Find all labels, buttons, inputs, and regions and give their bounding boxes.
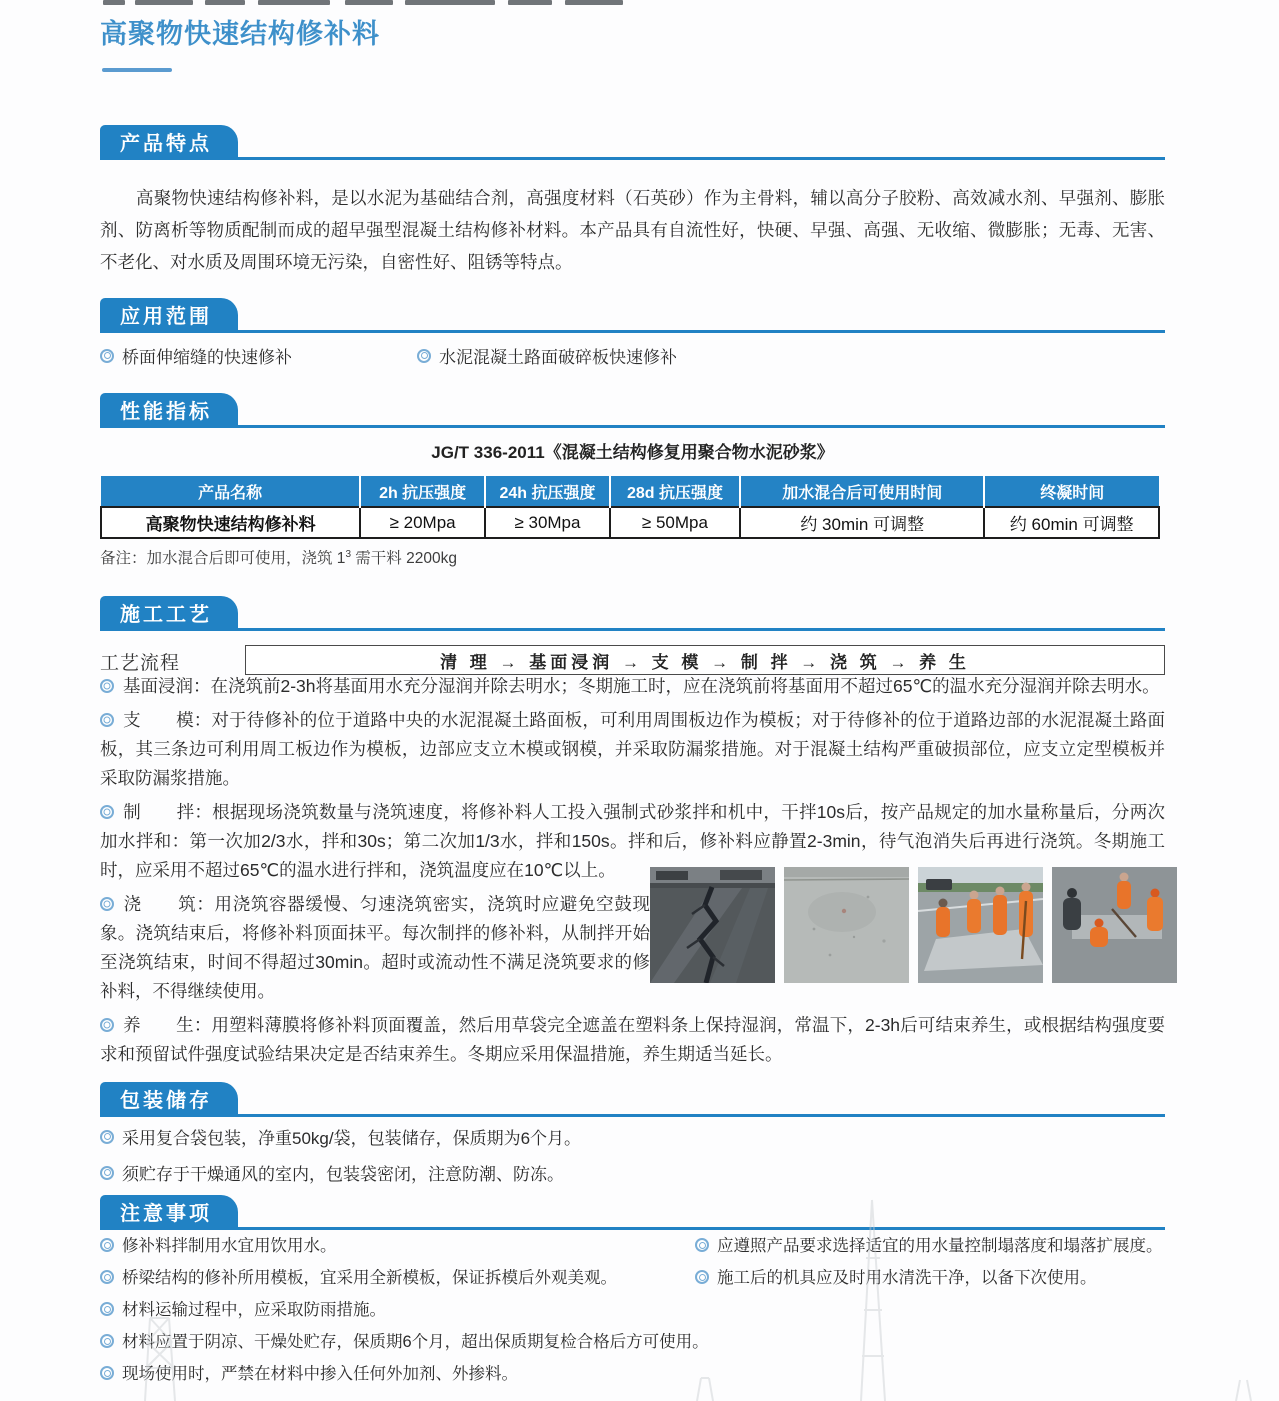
note-item-label: 材料运输过程中，应采取防雨措施。 — [122, 1301, 386, 1319]
section-tab-label: 应用范围 — [120, 305, 212, 328]
table-header-cell: 产品名称 — [101, 476, 360, 507]
process-flow-row — [100, 645, 1165, 675]
application-item-label: 水泥混凝土路面破碎板快速修补 — [439, 348, 677, 367]
ring-bullet-icon — [695, 1238, 709, 1252]
table-header-cell: 加水混合后可使用时间 — [740, 476, 984, 507]
note-item-label: 现场使用时，严禁在材料中掺入任何外加剂、外掺料。 — [122, 1365, 518, 1383]
step-text: 基面浸润：在浇筑前2-3h将基面用水充分湿润并除去明水；冬期施工时，应在浇筑前将基面用不超过65℃的温水充分湿润并除去明水。 — [123, 676, 1160, 696]
step-paragraph — [100, 706, 1165, 793]
note-item-label: 桥梁结构的修补所用模板，宜采用全新模板，保证拆模后外观美观。 — [122, 1269, 617, 1287]
page-title: 高聚物快速结构修补料 — [100, 19, 380, 49]
list-item — [100, 1124, 581, 1149]
section-tab-label: 包装储存 — [120, 1089, 212, 1112]
process-flow-label: 工艺流程 — [100, 653, 181, 674]
ring-bullet-icon — [100, 805, 114, 819]
footnote-text: 备注：加水混合后即可使用，浇筑 1 — [100, 550, 346, 567]
section-tab-label: 产品特点 — [120, 132, 212, 155]
ring-bullet-icon — [100, 713, 114, 727]
section-tab-construction — [100, 596, 238, 628]
concrete-surface-photo — [784, 867, 909, 983]
section-header-application — [100, 299, 1165, 333]
step-paragraph — [100, 1011, 1165, 1069]
section-tab-notes — [100, 1195, 238, 1227]
concrete-patching-workers-photo — [1052, 867, 1177, 983]
table-header-cell: 2h 抗压强度 — [360, 476, 485, 507]
ring-bullet-icon — [100, 897, 114, 911]
ring-bullet-icon — [417, 349, 431, 363]
step-text: 养 生：用塑料薄膜将修补料顶面覆盖，然后用草袋完全遮盖在塑料条上保持湿润，常温下，2-3h后可结束养生，或根据结构强度要求和预留试件强度试验结果决定是否结束养生。冬期应采用保温措施，养生期适当延长。 — [100, 1015, 1165, 1064]
section-tab-label: 注意事项 — [120, 1202, 212, 1225]
step-text: 浇 筑：用浇筑容器缓慢、匀速浇筑密实，浇筑时应避免空鼓现象。浇筑结束后，将修补料顶面抹平。每次制拌的修补料，从制拌开始至浇筑结束，时间不得超过30min。超时或流动性不满足浇筑要求的修补料，不得继续使用。 — [100, 894, 650, 1001]
note-item-label: 施工后的机具应及时用水清洗干净，以备下次使用。 — [717, 1269, 1097, 1287]
list-item — [695, 1236, 1185, 1257]
table-cell: 约 60min 可调整 — [984, 507, 1159, 538]
list-item — [100, 1236, 760, 1257]
ring-bullet-icon — [695, 1270, 709, 1284]
list-item — [100, 1332, 760, 1353]
ring-bullet-icon — [100, 1366, 114, 1380]
ring-bullet-icon — [100, 1130, 114, 1144]
process-flow-box: 清 理 → 基面浸润 → 支 模 → 制 拌 → 浇 筑 → 养 生 — [245, 645, 1165, 675]
ring-bullet-icon — [100, 1302, 114, 1316]
list-item — [417, 343, 677, 368]
ring-bullet-icon — [100, 679, 114, 693]
section-header-notes — [100, 1196, 1165, 1230]
section-header-construction — [100, 597, 1165, 631]
construction-photos — [650, 867, 1177, 983]
section-tab-packaging — [100, 1082, 238, 1114]
section-tab-label: 性能指标 — [120, 400, 212, 423]
table-cell: ≥ 20Mpa — [360, 507, 485, 538]
packaging-item-label: 须贮存于干燥通风的室内，包装袋密闭，注意防潮、防冻。 — [122, 1165, 564, 1184]
table-cell: 高聚物快速结构修补料 — [101, 507, 360, 538]
step-text: 制 拌：根据现场浇筑数量与浇筑速度，将修补料人工投入强制式砂浆拌和机中，干拌10s后，按产品规定的加水量称量后，分两次加水拌和：第一次加2/3水，拌和30s；第二次加1/3水，拌和150s。拌和后，修补料应静置2-3min，待气泡消失后再进行浇筑。冬期施工时，应采用不超过65℃的温水进行拌和，浇筑温度应在10℃以上。 — [100, 802, 1165, 880]
road-repair-workers-photo — [918, 867, 1043, 983]
notes-left-column — [100, 1236, 760, 1396]
performance-table — [100, 476, 1160, 539]
table-cell: ≥ 30Mpa — [485, 507, 610, 538]
section-tab-application — [100, 298, 238, 330]
section-header-packaging — [100, 1083, 1165, 1117]
section-tab-performance — [100, 393, 238, 425]
section-tab-label: 施工工艺 — [120, 603, 212, 626]
standard-reference: JG/T 336-2011《混凝土结构修复用聚合物水泥砂浆》 — [431, 443, 834, 462]
table-header-row — [101, 476, 1159, 507]
list-item — [100, 1160, 581, 1185]
application-items — [100, 343, 677, 368]
ring-bullet-icon — [100, 1270, 114, 1284]
table-header-cell: 终凝时间 — [984, 476, 1159, 507]
application-item-label: 桥面伸缩缝的快速修补 — [122, 348, 292, 367]
section-header-features — [100, 126, 1165, 160]
step-paragraph — [100, 672, 1165, 701]
ring-bullet-icon — [100, 1238, 114, 1252]
ring-bullet-icon — [100, 1018, 114, 1032]
ring-bullet-icon — [100, 349, 114, 363]
table-cell: 约 30min 可调整 — [740, 507, 984, 538]
footnote-superscript: 3 — [345, 548, 351, 560]
table-footnote — [100, 546, 457, 568]
list-item — [100, 1300, 760, 1321]
step-paragraph — [100, 890, 650, 1006]
note-item-label: 修补料拌制用水宜用饮用水。 — [122, 1237, 337, 1255]
table-header-cell: 24h 抗压强度 — [485, 476, 610, 507]
section-tab-features — [100, 125, 238, 157]
note-item-label: 材料应置于阴凉、干燥处贮存，保质期6个月，超出保质期复检合格后方可使用。 — [122, 1333, 709, 1351]
note-item-label: 应遵照产品要求选择适宜的用水量控制塌落度和塌落扩展度。 — [717, 1237, 1163, 1255]
table-cell: ≥ 50Mpa — [610, 507, 740, 538]
packaging-item-label: 采用复合袋包装，净重50kg/袋，包装储存，保质期为6个月。 — [122, 1129, 582, 1148]
list-item — [100, 343, 417, 368]
step-text: 支 模：对于待修补的位于道路中央的水泥混凝土路面板，可利用周围板边作为模板；对于待修补的位于道路边部的水泥混凝土路面板，其三条边可利用周工板边作为模板，边部应支立木模或钢模，并采取防漏浆措施。对于混凝土结构严重破损部位，应支立定型模板并采取防漏浆措施。 — [100, 710, 1165, 788]
list-item — [695, 1268, 1185, 1289]
cracked-pavement-photo — [650, 867, 775, 983]
section-header-performance — [100, 394, 1165, 428]
list-item — [100, 1268, 760, 1289]
packaging-items — [100, 1124, 581, 1185]
top-crop-artifact — [0, 0, 1279, 6]
ring-bullet-icon — [100, 1334, 114, 1348]
notes-right-column — [695, 1236, 1185, 1300]
table-row — [101, 507, 1159, 538]
ring-bullet-icon — [100, 1166, 114, 1180]
footnote-text: 需干料 2200kg — [351, 550, 457, 567]
list-item — [100, 1364, 760, 1385]
features-paragraph: 高聚物快速结构修补料，是以水泥为基础结合剂，高强度材料（石英砂）作为主骨料，辅以高分子胶粉、高效减水剂、早强剂、膨胀剂、防离析等物质配制而成的超早强型混凝土结构修补材料。本产品具有自流性好，快硬、早强、高强、无收缩、微膨胀；无毒、无害、不老化、对水质及周围环境无污染，自密性好、阻锈等特点。 — [100, 188, 1165, 272]
title-underline — [102, 68, 172, 72]
table-header-cell: 28d 抗压强度 — [610, 476, 740, 507]
